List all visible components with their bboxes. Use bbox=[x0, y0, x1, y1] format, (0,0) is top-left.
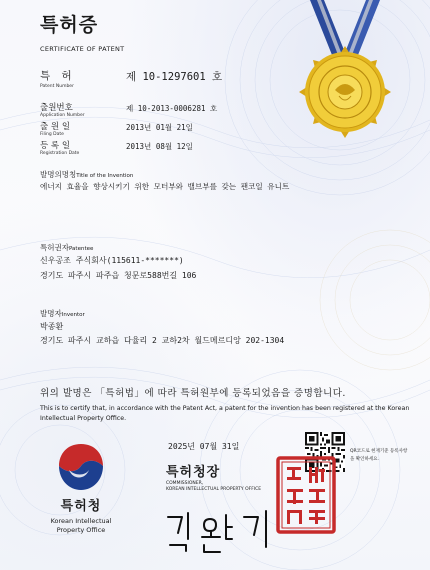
issue-date: 2025년 07월 31일 bbox=[168, 442, 240, 451]
invention-title-heading bbox=[40, 169, 133, 180]
commissioner-title-en-2: KOREAN INTELLECTUAL PROPERTY OFFICE bbox=[166, 487, 262, 492]
patent-number-value: 제 10-1297601 호 bbox=[126, 71, 223, 83]
application-number-value: 제 10-2013-0006281 호 bbox=[126, 104, 218, 113]
registration-date-label-en: Registration Date bbox=[40, 151, 80, 156]
kipo-english-1: Korean Intellectual bbox=[50, 517, 112, 525]
kipo-logo-icon bbox=[55, 440, 107, 494]
patentee-heading bbox=[40, 242, 93, 253]
invention-title-label: 발명의명칭 bbox=[40, 170, 77, 179]
inventor-label-en: Inventor bbox=[61, 312, 85, 318]
official-red-seal bbox=[275, 455, 337, 535]
application-number-label: 출원번호 bbox=[40, 103, 73, 113]
kipo-name: 특허청 bbox=[60, 499, 102, 514]
commissioner-signature bbox=[160, 505, 280, 555]
statement-korean: 위의 발명은 「특허법」에 따라 특허원부에 등록되었음을 증명합니다. bbox=[40, 388, 346, 399]
patentee-label-en: Patentee bbox=[68, 246, 94, 252]
inventor-address: 경기도 파주시 교하읍 다율리 2 교하2차 월드메르디앙 202-1304 bbox=[40, 336, 285, 345]
patentee-label: 특허권자 bbox=[40, 243, 69, 252]
filing-date-label: 출 원 일 bbox=[40, 122, 71, 132]
application-number-label-en: Application Number bbox=[40, 113, 85, 118]
certificate-subtitle: CERTIFICATE OF PATENT bbox=[40, 45, 125, 53]
invention-title-value: 에너지 효율을 향상시키기 위한 모터부와 밸브부를 갖는 팬코일 유니트 bbox=[40, 182, 290, 191]
inventor-label: 발명자 bbox=[40, 309, 62, 318]
patent-number-label: 특 허 bbox=[40, 70, 76, 82]
filing-date-value: 2013년 01월 21일 bbox=[126, 123, 193, 132]
invention-title-label-en: Title of the Invention bbox=[76, 173, 134, 179]
commissioner-title-en-1: COMMISSIONER, bbox=[166, 481, 204, 486]
patentee-address: 경기도 파주시 파주읍 청문로588번길 106 bbox=[40, 271, 197, 280]
kipo-english-2: Property Office bbox=[56, 526, 106, 534]
inventor-heading bbox=[40, 308, 85, 319]
inventor-name: 박종환 bbox=[40, 322, 64, 331]
registration-date-label: 등 록 일 bbox=[40, 141, 71, 151]
qr-note: QR코드로 현재기준 등록사항을 확인하세요. bbox=[350, 449, 408, 462]
gold-seal-medal bbox=[290, 0, 400, 150]
filing-date-label-en: Filing Date bbox=[40, 132, 64, 137]
patent-number-label-en: Patent Number bbox=[40, 84, 74, 89]
certificate-title: 특허증 bbox=[40, 14, 99, 36]
registration-date-value: 2013년 08월 12일 bbox=[126, 142, 193, 151]
statement-english: This is to certify that, in accordance with the Patent Act, a patent for the invention has been registered at the Korean Intellectual Property Office. bbox=[40, 405, 410, 422]
patentee-name: 신우공조 주식회사(115611-*******) bbox=[40, 256, 184, 265]
commissioner-title: 특허청장 bbox=[166, 465, 221, 480]
